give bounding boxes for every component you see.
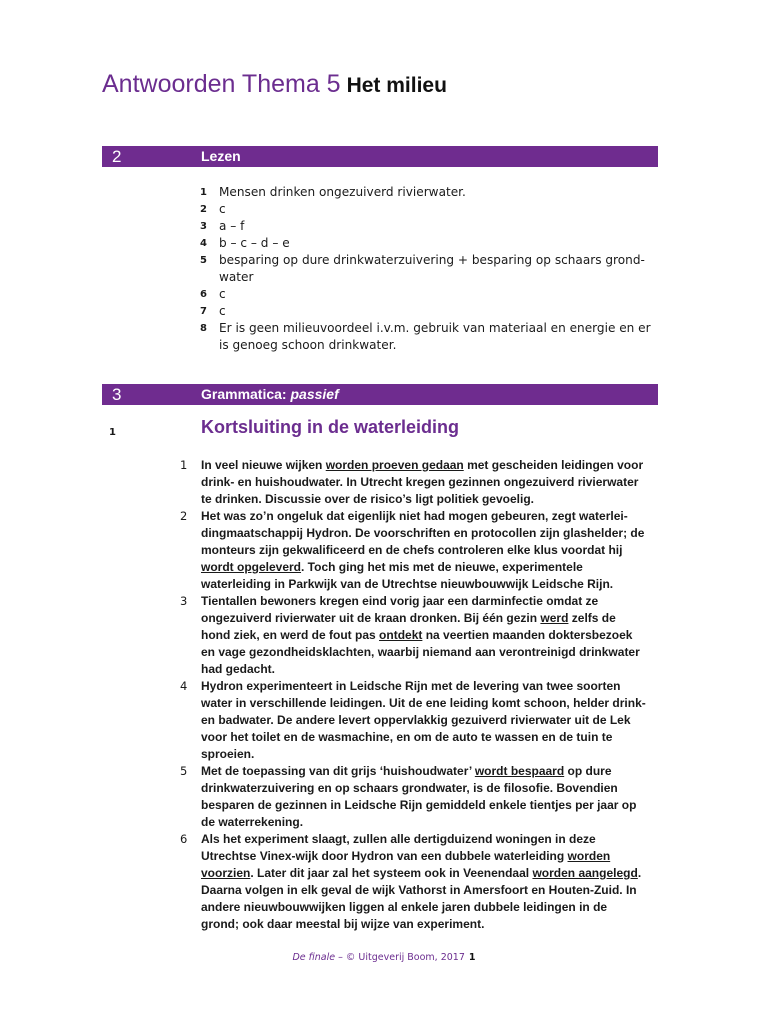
answer-number: 3 [200, 221, 207, 232]
paragraph-text: . Daarna volgen in elk geval de wijk Vathorst in Amersfoort en Houten-Zuid. In andere nieuwbouwwijken liggen al enkele jaren dubbele leidingen in de grond; ook daar meestal bij wijze van experiment. [201, 866, 642, 931]
footer-book-title: De finale [292, 952, 336, 963]
passive-verb: worden voorzien [201, 849, 611, 880]
answer-number: 2 [200, 204, 207, 215]
answer-text: Er is geen milieuvoordeel i.v.m. gebruik van materiaal en energie en er is genoeg schoon drinkwater. [219, 321, 651, 352]
page-footer [0, 952, 768, 963]
paragraph-number: 1 [180, 458, 188, 472]
answer-text: a – f [219, 219, 245, 233]
text-paragraph [178, 831, 648, 933]
answer-item [200, 184, 655, 201]
paragraph-text: met gescheiden leidingen voor drink- en huishoudwater. In Utrecht kregen gezinnen ongezuiverd rivierwater te drinken. Discussie over de risico’s ligt politiek gevoelig. [201, 458, 644, 506]
answer-number: 6 [200, 289, 207, 300]
paragraph-text: zelfs de hond ziek, en werd de fout pas [201, 611, 616, 642]
answer-item [200, 286, 655, 303]
section-number: 3 [112, 385, 122, 404]
section-header-grammatica [102, 384, 658, 405]
section-label [201, 384, 339, 405]
answer-item [200, 235, 655, 252]
text-paragraph [178, 593, 648, 678]
paragraph-number: 2 [180, 509, 188, 523]
section-number: 2 [112, 147, 122, 166]
answer-text: Mensen drinken ongezuiverd rivierwater. [219, 185, 466, 199]
page-title-main: Antwoorden Thema 5 [102, 70, 341, 98]
paragraph-text: Hydron experimenteert in Leidsche Rijn met de levering van twee soorten water in verschillende leidingen. Uit de ene leiding komt schoon, helder drink- en badwater. De andere levert oppervlakkig gezuiverd rivierwater uit de Lek voor het toilet en de wasmachine, en om de auto te wassen en de tuin te sproeien. [201, 679, 646, 761]
page-title-sub: Het milieu [346, 74, 447, 97]
answer-number: 8 [200, 323, 207, 334]
answer-number: 5 [200, 255, 207, 266]
paragraph-text: Als het experiment slaagt, zullen alle dertigduizend woningen in deze Utrechtse Vinex-wijk door Hydron van een dubbele waterleiding [201, 832, 596, 863]
paragraph-number: 3 [180, 594, 188, 608]
passive-verb: ontdekt [379, 628, 423, 642]
lezen-answer-list [200, 184, 655, 354]
paragraph-text: Tientallen bewoners kregen eind vorig jaar een darminfectie omdat ze ongezuiverd rivierwater uit de kraan dronken. Bij één gezin [201, 594, 599, 625]
page-title [102, 70, 447, 99]
passive-verb: wordt opgeleverd [201, 560, 302, 574]
paragraph-text: Met de toepassing van dit grijs ‘huishoudwater’ [201, 764, 475, 778]
answer-text: c [219, 304, 226, 318]
paragraph-number: 5 [180, 764, 188, 778]
answer-text: b – c – d – e [219, 236, 290, 250]
passive-verb: worden proeven gedaan [325, 458, 464, 472]
passive-verb: werd [540, 611, 569, 625]
text-paragraph [178, 508, 648, 593]
answer-text: c [219, 202, 226, 216]
answer-text: c [219, 287, 226, 301]
passive-verb: worden aangelegd [532, 866, 638, 880]
text-paragraph [178, 457, 648, 508]
answer-item [200, 303, 655, 320]
section-label-italic: passief [290, 386, 339, 402]
answer-item [200, 201, 655, 218]
exercise-number: 1 [109, 427, 116, 438]
paragraph-number: 6 [180, 832, 188, 846]
answer-item [200, 252, 655, 286]
footer-copyright: – © Uitgeverij Boom, 2017 [335, 952, 465, 963]
section-label-prefix: Grammatica: [201, 386, 291, 402]
answer-item [200, 218, 655, 235]
paragraph-text: op dure drinkwaterzuivering en op schaars grondwater, is de filosofie. Bovendien besparen de gezinnen in Leidsche Rijn gemiddeld enkele tientjes per jaar op de waterrekening. [201, 764, 637, 829]
paragraph-text: In veel nieuwe wijken [201, 458, 326, 472]
paragraph-text: . Toch ging het mis met de nieuwe, experimentele waterleiding in Parkwijk van de Utrechtse nieuwbouwwijk Leidsche Rijn. [201, 560, 614, 591]
section-label: Lezen [201, 148, 241, 164]
paragraph-text: Het was zo’n ongeluk dat eigenlijk niet had mogen gebeuren, zegt waterleidingmaatschappij Hydron. De voorschriften en protocollen zijn glashelder; de monteurs zijn gekwalificeerd en de chefs controleren elke klus voordat hij [201, 509, 645, 557]
page-number: 1 [468, 952, 476, 963]
text-paragraph [178, 678, 648, 763]
passive-verb: wordt bespaard [474, 764, 565, 778]
paragraph-number: 4 [180, 679, 188, 693]
exercise-title: Kortsluiting in de waterleiding [201, 417, 460, 437]
answer-item [200, 320, 655, 354]
answer-text: besparing op dure drinkwaterzuivering + besparing op schaars grond-water [219, 253, 645, 284]
answer-number: 4 [200, 238, 207, 249]
section-header-lezen [102, 146, 658, 167]
answer-number: 7 [200, 306, 207, 317]
text-paragraph [178, 763, 648, 831]
answer-number: 1 [200, 187, 207, 198]
paragraph-text: . Later dit jaar zal het systeem ook in Veenendaal [250, 866, 533, 880]
text-paragraph-list [178, 457, 648, 933]
paragraph-text: na veertien maanden doktersbezoek en vage gezondheidsklachten, waarbij niemand aan verontreinigd drinkwater had gedacht. [201, 628, 640, 676]
